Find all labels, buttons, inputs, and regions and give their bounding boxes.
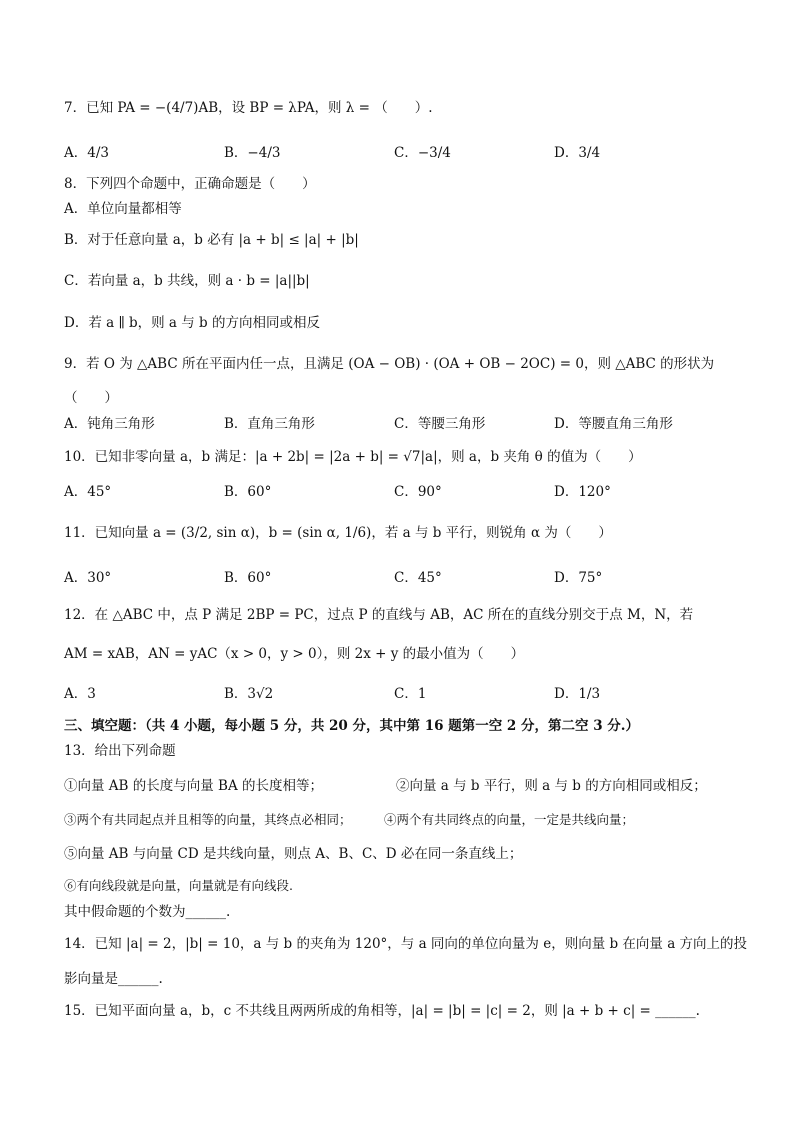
q13-proposition-3: ③两个有共同起点并且相等的向量，其终点必相同； bbox=[64, 812, 352, 827]
q11-option-b[interactable]: B．60° bbox=[224, 570, 272, 586]
q10-options bbox=[64, 480, 754, 504]
q12-stem-cont: AM = xAB，AN = yAC（x > 0，y > 0），则 2x + y 的最小值为（ ） bbox=[64, 646, 525, 662]
q12-option-a[interactable]: A．3 bbox=[64, 686, 96, 702]
q8-option-d[interactable]: D．若 a ∥ b，则 a 与 b 的方向相同或相反 bbox=[64, 315, 320, 331]
q7-options bbox=[64, 141, 754, 165]
q10-option-a[interactable]: A．45° bbox=[64, 484, 112, 500]
q9-options bbox=[64, 412, 754, 436]
q7-stem: 7．已知 PA = −(4/7)AB，设 BP = λPA，则 λ = （ ）. bbox=[64, 100, 433, 116]
q7-option-d[interactable]: D．3/4 bbox=[554, 145, 601, 161]
q10-option-d[interactable]: D．120° bbox=[554, 484, 611, 500]
q12-stem: 12．在 △ABC 中，点 P 满足 2BP = PC，过点 P 的直线与 AB，AC 所在的直线分别交于点 M，N，若 bbox=[64, 607, 694, 623]
q14-stem: 14．已知 |a| = 2，|b| = 10，a 与 b 的夹角为 120°，与 a 同向的单位向量为 e，则向量 b 在向量 a 方向上的投 bbox=[64, 936, 748, 952]
q12-option-d[interactable]: D．1/3 bbox=[554, 686, 601, 702]
q7-option-c[interactable]: C．−3/4 bbox=[394, 145, 451, 161]
q13-proposition-5: ⑤向量 AB 与向量 CD 是共线向量，则点 A、B、C、D 必在同一条直线上； bbox=[64, 846, 523, 862]
q9-option-a[interactable]: A．钝角三角形 bbox=[64, 416, 155, 432]
q12-options bbox=[64, 682, 754, 706]
q8-stem: 8．下列四个命题中，正确命题是（ ） bbox=[64, 176, 316, 192]
q7-option-a[interactable]: A．4/3 bbox=[64, 145, 109, 161]
q13-proposition-2: ②向量 a 与 b 平行，则 a 与 b 的方向相同或相反； bbox=[396, 778, 707, 794]
q9-stem-cont: （ ） bbox=[64, 390, 118, 406]
q11-option-a[interactable]: A．30° bbox=[64, 570, 112, 586]
q11-options bbox=[64, 566, 754, 590]
q9-option-d[interactable]: D．等腰直角三角形 bbox=[554, 416, 673, 432]
q8-option-a[interactable]: A．单位向量都相等 bbox=[64, 201, 182, 217]
q12-option-c[interactable]: C．1 bbox=[394, 686, 427, 702]
q11-stem: 11．已知向量 a = (3/2, sin α)，b = (sin α, 1/6)，若 a 与 b 平行，则锐角 α 为（ ） bbox=[64, 525, 612, 541]
q10-option-b[interactable]: B．60° bbox=[224, 484, 272, 500]
q13-proposition-6: ⑥有向线段就是向量，向量就是有向线段. bbox=[64, 878, 293, 893]
q7-option-b[interactable]: B．−4/3 bbox=[224, 145, 281, 161]
q13-stem: 13．给出下列命题 bbox=[64, 743, 176, 759]
q15-stem: 15．已知平面向量 a，b，c 不共线且两两所成的角相等，|a| = |b| = |c| = 2，则 |a + b + c| = ______. bbox=[64, 1003, 700, 1019]
q11-option-c[interactable]: C．45° bbox=[394, 570, 442, 586]
q10-option-c[interactable]: C．90° bbox=[394, 484, 442, 500]
q13-proposition-4: ④两个有共同终点的向量，一定是共线向量； bbox=[384, 812, 635, 827]
q13-question: 其中假命题的个数为______. bbox=[64, 904, 231, 920]
q9-option-c[interactable]: C．等腰三角形 bbox=[394, 416, 486, 432]
q8-option-c[interactable]: C．若向量 a，b 共线，则 a · b = |a||b| bbox=[64, 273, 310, 289]
q14-stem-cont: 影向量是______. bbox=[64, 971, 163, 987]
q13-proposition-1: ①向量 AB 的长度与向量 BA 的长度相等； bbox=[64, 778, 324, 794]
section-3-heading: 三、填空题：（共 4 小题，每小题 5 分，共 20 分，其中第 16 题第一空 2 分，第二空 3 分.） bbox=[64, 718, 639, 734]
q10-stem: 10．已知非零向量 a，b 满足：|a + 2b| = |2a + b| = √7|a|，则 a，b 夹角 θ 的值为（ ） bbox=[64, 449, 642, 465]
q9-option-b[interactable]: B．直角三角形 bbox=[224, 416, 315, 432]
q12-option-b[interactable]: B．3√2 bbox=[224, 686, 274, 702]
q9-stem: 9．若 O 为 △ABC 所在平面内任一点，且满足 (OA − OB) · (OA + OB − 2OC) = 0，则 △ABC 的形状为 bbox=[64, 356, 715, 372]
q11-option-d[interactable]: D．75° bbox=[554, 570, 603, 586]
q8-option-b[interactable]: B．对于任意向量 a，b 必有 |a + b| ≤ |a| + |b| bbox=[64, 232, 359, 248]
